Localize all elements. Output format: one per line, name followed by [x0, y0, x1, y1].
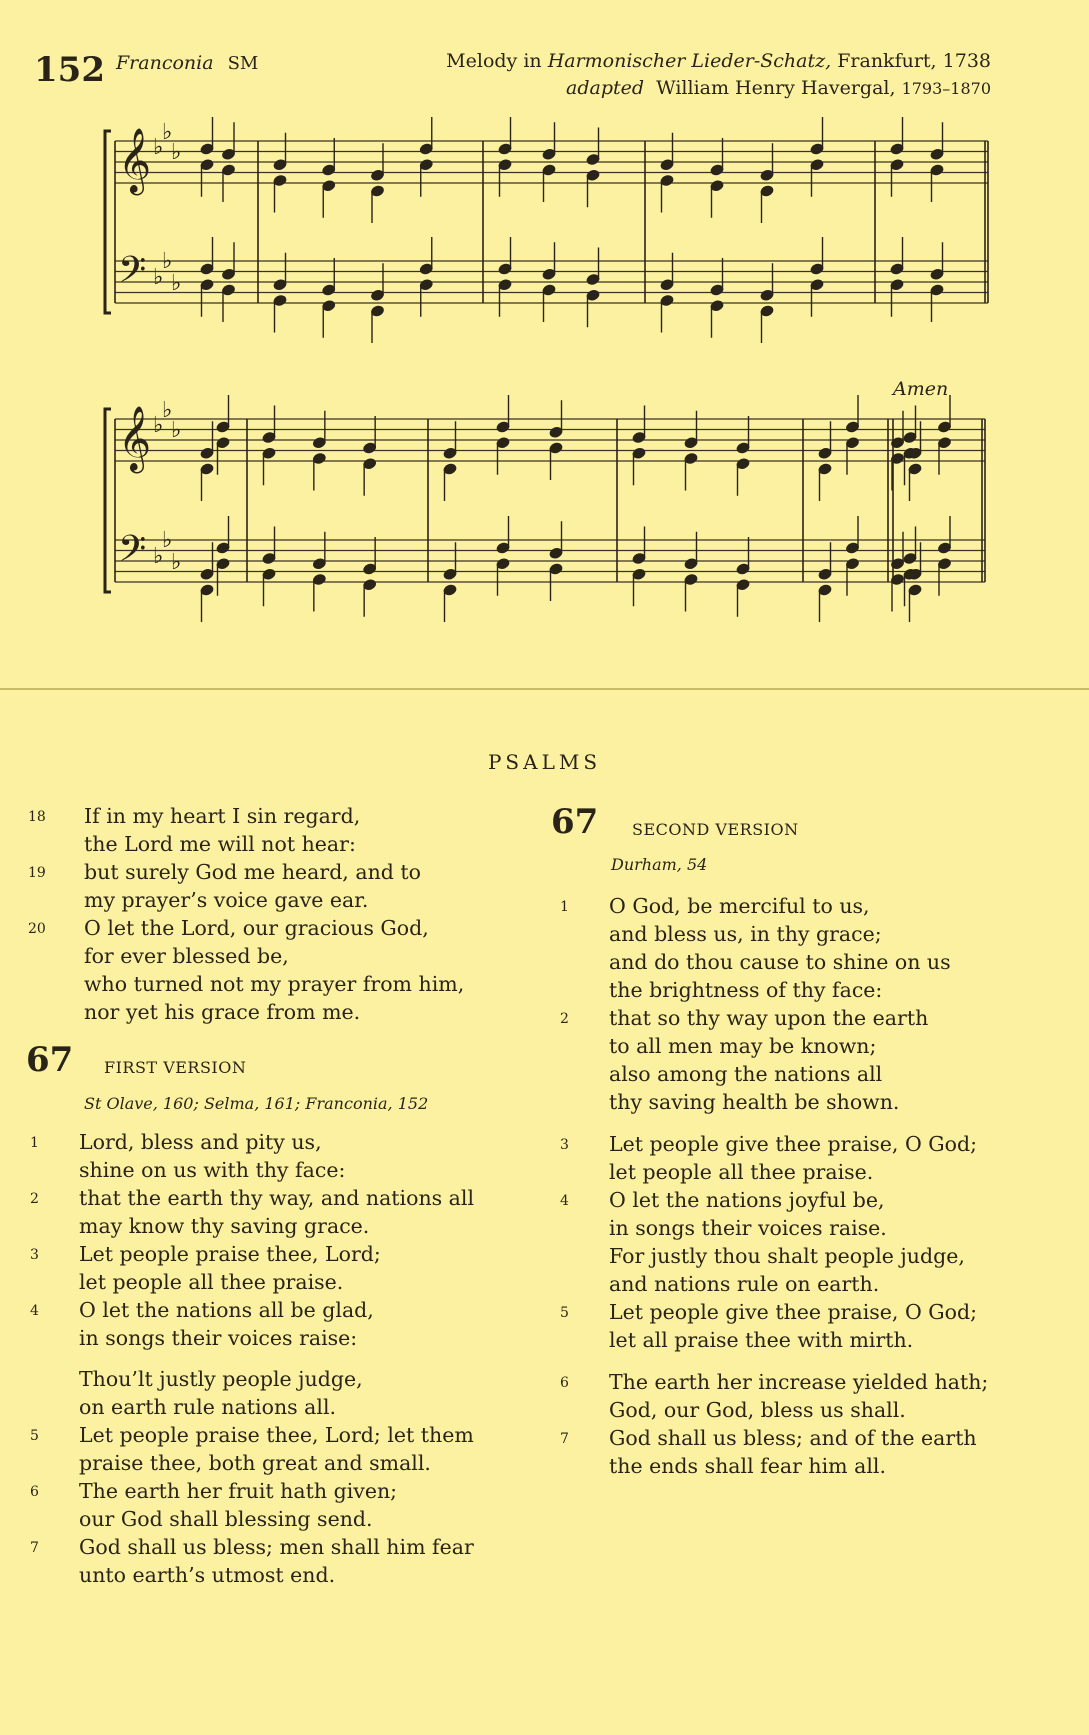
verse-line: but surely God me heard, and to [84, 860, 421, 884]
verse-line: the Lord me will not hear: [84, 832, 356, 856]
tune-name: Franconia [116, 52, 214, 74]
verse-line: to all men may be known; [609, 1034, 877, 1058]
clefs-and-keys [118, 120, 181, 579]
verse-line: Let people praise thee, Lord; [79, 1242, 381, 1266]
verse-line: on earth rule nations all. [79, 1395, 337, 1419]
verse-line: who turned not my prayer from him, [84, 972, 465, 996]
source-line-1: Melody in Harmonischer Lieder-Schatz, Frankfurt, 1738 [446, 50, 991, 72]
verse-line: my prayer’s voice gave ear. [84, 888, 369, 912]
music-score [0, 0, 1089, 640]
verse-line: let people all thee praise. [609, 1160, 874, 1184]
staff [115, 261, 988, 303]
verse-line: may know thy saving grace. [79, 1214, 370, 1238]
flat-sign: ♭ [171, 271, 182, 296]
psalm-number: 67 [26, 1040, 74, 1080]
flat-sign: ♭ [162, 249, 173, 274]
verse-number: 19 [28, 865, 46, 881]
verse-line: and bless us, in thy grace; [609, 922, 882, 946]
treble-clef: 𝄞 [118, 406, 152, 471]
verse-number: 1 [30, 1135, 39, 1151]
psalm-tunes: St Olave, 160; Selma, 161; Franconia, 152 [84, 1094, 429, 1113]
verse-line: for ever blessed be, [84, 944, 289, 968]
verse-line: Thou’lt justly people judge, [79, 1367, 363, 1391]
brace [105, 131, 111, 313]
verse-line: The earth her fruit hath given; [79, 1479, 398, 1503]
verse-number: 5 [30, 1428, 39, 1444]
psalm-number: 67 [551, 802, 599, 842]
verse-line: O let the nations all be glad, [79, 1298, 374, 1322]
verse-line: in songs their voices raise. [609, 1216, 887, 1240]
verse-number: 7 [30, 1540, 39, 1556]
hymn-number: 152 [34, 50, 105, 90]
verse-number: 18 [28, 809, 46, 825]
verse-line: also among the nations all [609, 1062, 883, 1086]
verse-line: If in my heart I sin regard, [84, 804, 361, 828]
verse-line: O let the Lord, our gracious God, [84, 916, 429, 940]
staff [115, 141, 988, 183]
amen-label: Amen [893, 378, 949, 400]
verse-line: Let people give thee praise, O God; [609, 1300, 978, 1324]
tune-meter: SM [227, 53, 259, 74]
verse-number: 20 [28, 921, 46, 937]
verse-number: 6 [30, 1484, 39, 1500]
bass-clef: 𝄢 [118, 528, 147, 579]
verse-line: in songs their voices raise: [79, 1326, 358, 1350]
verse-line: that so thy way upon the earth [609, 1006, 929, 1030]
verse-line: let all praise thee with mirth. [609, 1328, 914, 1352]
flat-sign: ♭ [162, 398, 173, 423]
verse-line: The earth her increase yielded hath; [609, 1370, 989, 1394]
flat-sign: ♭ [171, 418, 182, 443]
verse-line: God, our God, bless us shall. [609, 1398, 906, 1422]
verse-number: 4 [560, 1193, 569, 1209]
verse-line: and nations rule on earth. [609, 1272, 880, 1296]
psalm-version: SECOND VERSION [632, 820, 799, 839]
staff-lines [115, 141, 988, 582]
flat-sign: ♭ [162, 120, 173, 145]
verse-number: 1 [560, 899, 569, 915]
verse-number: 2 [560, 1011, 569, 1027]
flat-sign: ♭ [162, 528, 173, 553]
flat-sign: ♭ [171, 140, 182, 165]
verse-line: Lord, bless and pity us, [79, 1130, 322, 1154]
verse-line: let people all thee praise. [79, 1270, 344, 1294]
verse-line: and do thou cause to shine on us [609, 950, 951, 974]
psalm-version: FIRST VERSION [104, 1058, 247, 1077]
verse-line: the brightness of thy face: [609, 978, 883, 1002]
verse-number: 4 [30, 1303, 39, 1319]
bass-clef: 𝄢 [118, 249, 147, 300]
page-title: PSALMS [487, 750, 602, 774]
verse-line: the ends shall fear him all. [609, 1454, 886, 1478]
page-divider [0, 688, 1089, 690]
verse-line: Let people praise thee, Lord; let them [79, 1423, 474, 1447]
brace [105, 409, 111, 592]
verse-line: O God, be merciful to us, [609, 894, 870, 918]
flat-sign: ♭ [153, 544, 164, 569]
bar-lines [115, 141, 988, 582]
source-line-2: adapted William Henry Havergal, 1793–1870 [566, 77, 991, 99]
verse-line: praise thee, both great and small. [79, 1451, 431, 1475]
verse-line: God shall us bless; and of the earth [609, 1426, 977, 1450]
verse-line: shine on us with thy face: [79, 1158, 346, 1182]
flat-sign: ♭ [153, 265, 164, 290]
notes [200, 117, 952, 622]
verse-number: 7 [560, 1431, 569, 1447]
flat-sign: ♭ [153, 413, 164, 438]
verse-line: our God shall blessing send. [79, 1507, 373, 1531]
verse-line: Let people give thee praise, O God; [609, 1132, 978, 1156]
verse-line: O let the nations joyful be, [609, 1188, 885, 1212]
verse-number: 2 [30, 1191, 39, 1207]
verse-number: 3 [560, 1137, 569, 1153]
verse-line: thy saving health be shown. [609, 1090, 900, 1114]
system-braces [105, 131, 111, 592]
flat-sign: ♭ [153, 135, 164, 160]
verse-line: unto earth’s utmost end. [79, 1563, 336, 1587]
verse-number: 6 [560, 1375, 569, 1391]
verse-line: that the earth thy way, and nations all [79, 1186, 475, 1210]
verse-line: God shall us bless; men shall him fear [79, 1535, 474, 1559]
psalm-tunes: Durham, 54 [611, 855, 708, 874]
flat-sign: ♭ [171, 550, 182, 575]
verse-number: 5 [560, 1305, 569, 1321]
treble-clef: 𝄞 [118, 128, 152, 193]
verse-line: nor yet his grace from me. [84, 1000, 361, 1024]
verse-number: 3 [30, 1247, 39, 1263]
verse-line: For justly thou shalt people judge, [609, 1244, 965, 1268]
